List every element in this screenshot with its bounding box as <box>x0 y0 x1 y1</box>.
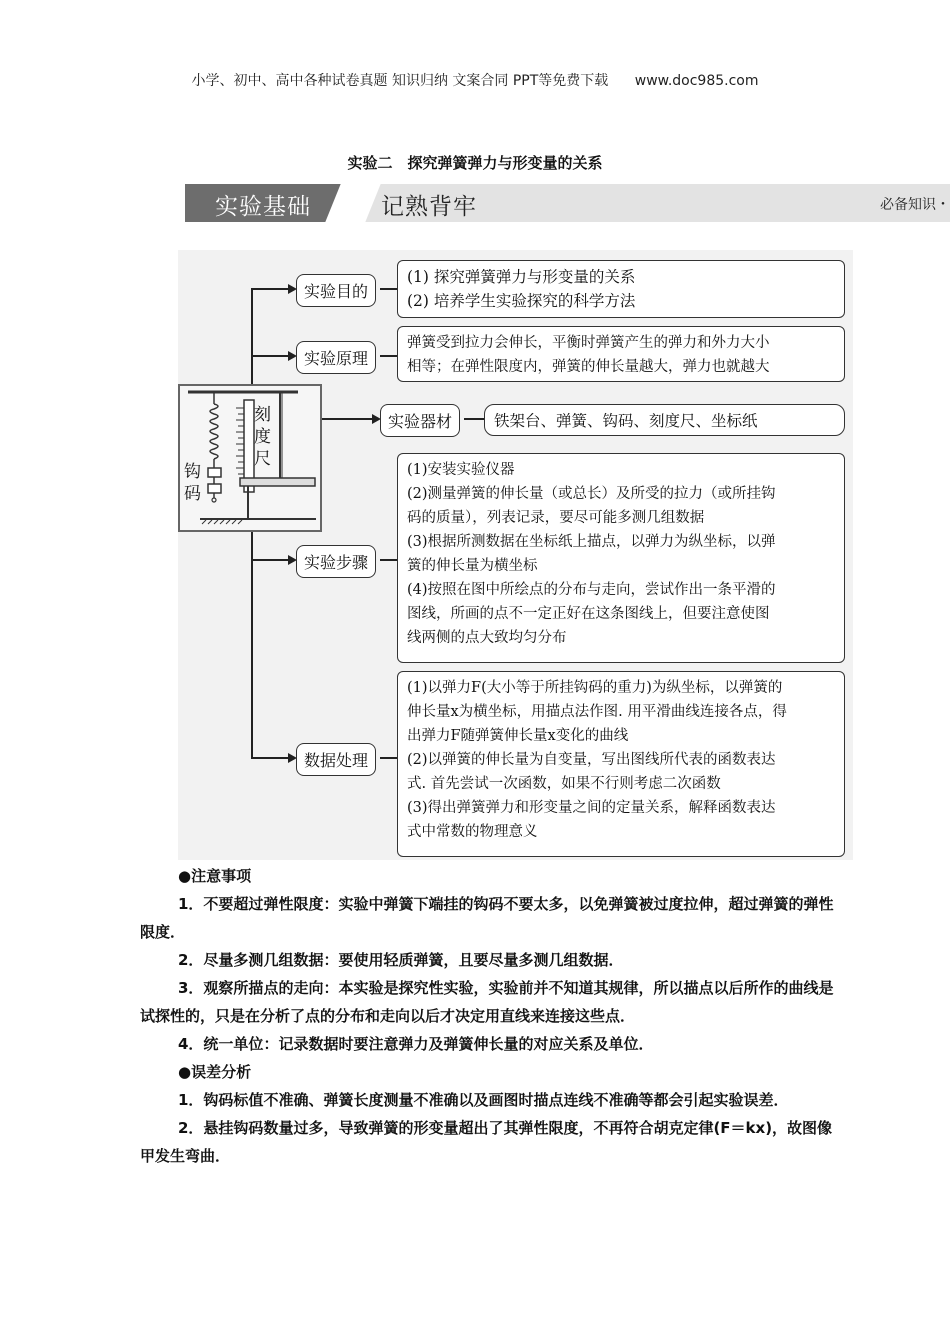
banner-light-text: 记熟背牢 <box>381 194 477 220</box>
error-heading: ●误差分析 <box>178 1063 252 1081</box>
header-text: 小学、初中、高中各种试卷真题 知识归纳 文案合同 PPT等免费下载 <box>191 73 609 89</box>
note-item: 3．观察所描点的走向：本实验是探究性实验，实验前并不知道其规律，所以描点以后所作的曲线是试探性的，只是在分析了点的分布和走向以后才决定用直线来连接这些点． <box>140 979 834 1025</box>
notes-section <box>140 862 840 1170</box>
page-header <box>0 70 950 90</box>
note-item: 1．不要超过弹性限度：实验中弹簧下端挂的钩码不要太多，以免弹簧被过度拉伸，超过弹簧的弹性限度． <box>140 895 834 941</box>
steps-line: (2)测量弹簧的伸长量（或总长）及所受的拉力（或所挂钩 <box>407 486 776 502</box>
equipment-box <box>484 404 845 436</box>
section-banner <box>185 184 950 222</box>
purpose-line: (2) 培养学生实验探究的科学方法 <box>407 292 636 310</box>
steps-line: (1)安装实验仪器 <box>407 462 515 478</box>
note-item: 4．统一单位：记录数据时要注意弹力及弹簧伸长量的对应关系及单位． <box>178 1035 654 1053</box>
data-processing-line: 出弹力F随弹簧伸长量x变化的曲线 <box>407 728 629 744</box>
purpose-box <box>397 260 845 318</box>
branch-line <box>251 355 291 357</box>
steps-line: (4)按照在图中所绘点的分布与走向，尝试作出一条平滑的 <box>407 582 776 598</box>
page-title: 实验二 探究弹簧弹力与形变量的关系 <box>347 154 603 172</box>
link-line <box>380 288 398 290</box>
branch-line <box>322 418 374 420</box>
label-principle: 实验原理 <box>296 341 376 374</box>
notes-heading: ●注意事项 <box>178 867 252 885</box>
iron-stand-icon <box>180 386 319 529</box>
link-line <box>380 757 398 759</box>
data-processing-line: (3)得出弹簧弹力和形变量之间的定量关系，解释函数表达 <box>407 800 776 816</box>
error-item: 2．悬挂钩码数量过多，导致弹簧的形变量超出了其弹性限度，不再符合胡克定律(F＝kx)，故图像甲发生弯曲． <box>140 1119 833 1165</box>
error-item: 1．钩码标值不准确、弹簧长度测量不准确以及画图时描点连线不准确等都会引起实验误差． <box>178 1091 789 1109</box>
link-line <box>380 355 398 357</box>
banner-side-text: 必备知识・ <box>880 197 950 213</box>
label-equipment: 实验器材 <box>380 404 460 437</box>
data-processing-line: 式. 首先尝试一次函数，如果不行则考虑二次函数 <box>407 776 721 792</box>
label-data-processing: 数据处理 <box>296 743 376 776</box>
data-processing-line: (2)以弹簧的伸长量为自变量，写出图线所代表的函数表达 <box>407 752 776 768</box>
apparatus-illustration <box>178 384 322 532</box>
steps-box <box>397 453 845 663</box>
steps-line: 图线，所画的点不一定正好在这条图线上，但要注意使图 <box>407 606 770 622</box>
header-site-link[interactable]: www.doc985.com <box>634 73 759 89</box>
weights-label: 钩码 <box>184 462 201 504</box>
data-processing-box <box>397 671 845 857</box>
branch-line <box>251 559 291 561</box>
data-processing-line: 伸长量x为横坐标，用描点法作图. 用平滑曲线连接各点，得 <box>407 704 787 720</box>
principle-line: 相等；在弹性限度内，弹簧的伸长量越大，弹力也就越大 <box>407 359 770 375</box>
data-processing-line: 式中常数的物理意义 <box>407 824 538 840</box>
link-line <box>464 418 486 420</box>
branch-line <box>251 288 291 290</box>
data-processing-line: (1)以弹力F(大小等于所挂钩码的重力)为纵坐标，以弹簧的 <box>407 680 783 696</box>
equipment-line: 铁架台、弹簧、钩码、刻度尺、坐标纸 <box>494 412 758 430</box>
label-steps: 实验步骤 <box>296 545 376 578</box>
purpose-line: (1) 探究弹簧弹力与形变量的关系 <box>407 268 636 286</box>
branch-line <box>251 757 291 759</box>
steps-line: (3)根据所测数据在坐标纸上描点，以弹力为纵坐标，以弹 <box>407 534 776 550</box>
label-purpose: 实验目的 <box>296 274 376 307</box>
principle-line: 弹簧受到拉力会伸长，平衡时弹簧产生的弹力和外力大小 <box>407 335 770 351</box>
scale-label: 刻度尺 <box>254 405 271 469</box>
note-item: 2．尽量多测几组数据：要使用轻质弹簧，且要尽量多测几组数据． <box>178 951 624 969</box>
steps-line: 码的质量），列表记录，要尽可能多测几组数据 <box>407 510 705 526</box>
link-line <box>380 559 398 561</box>
steps-line: 簧的伸长量为横坐标 <box>407 558 538 574</box>
steps-line: 线两侧的点大致均匀分布 <box>407 630 567 646</box>
banner-dark-text: 实验基础 <box>215 194 311 220</box>
principle-box <box>397 326 845 382</box>
